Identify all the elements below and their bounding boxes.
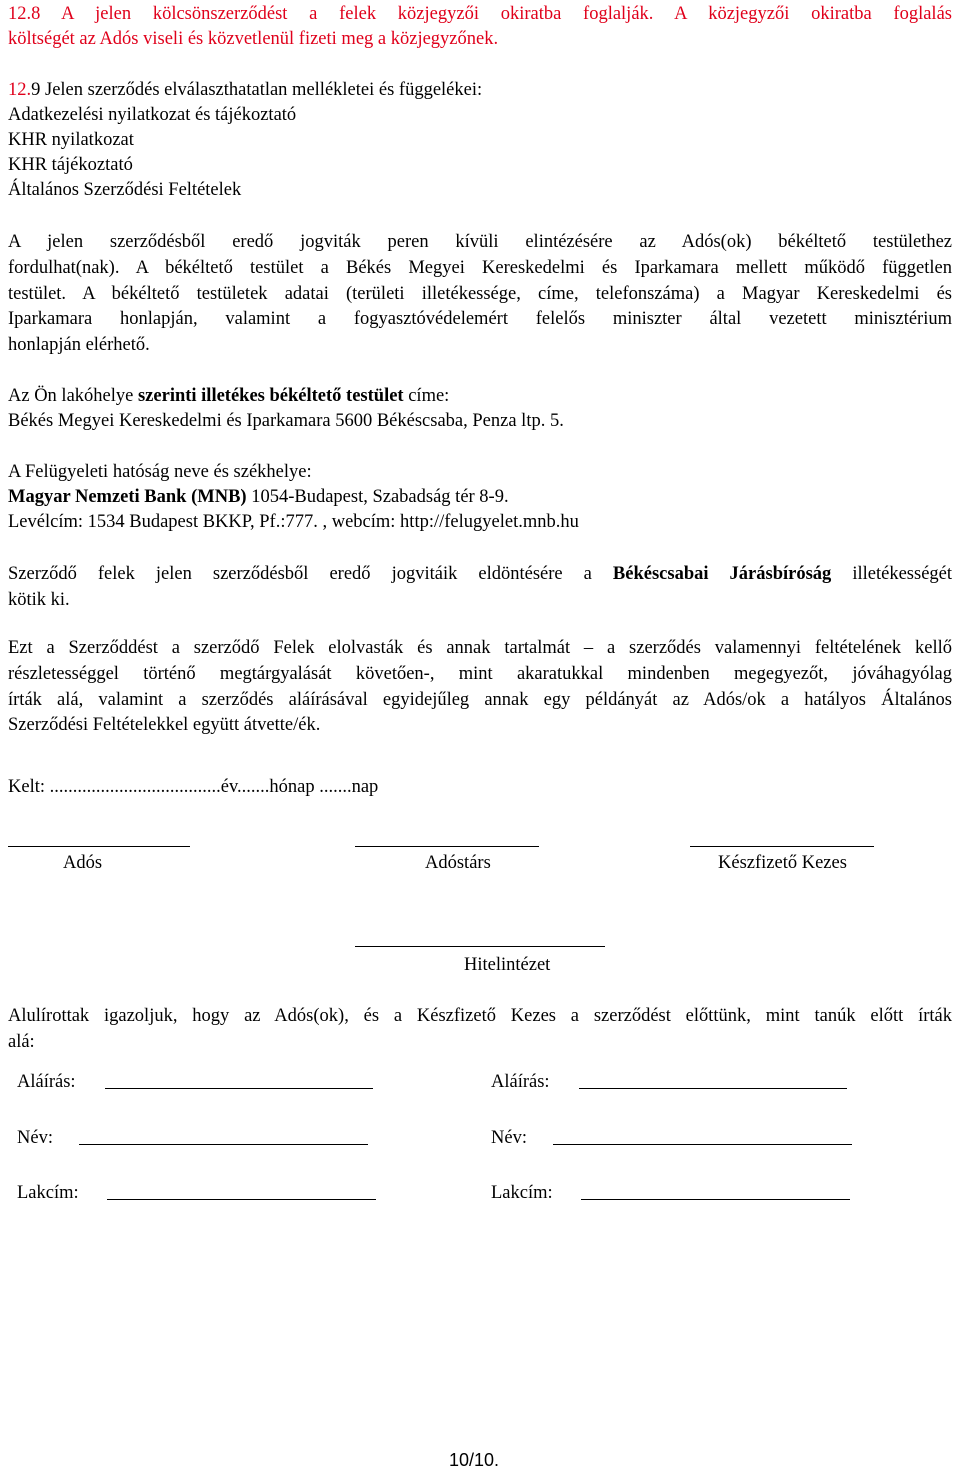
section-12-9-title: 9 Jelen szerződés elválaszthatatlan mellékletei és függelékei: [31,80,483,100]
co-debtor-label: Adóstárs [425,853,491,873]
dispute-paragraph-line: A jelen szerződésből eredő jogviták peren kívüli elintézésére az Adós(ok) békéltető testülethez [8,232,952,252]
jurisdiction-suffix: illetékességét [831,564,953,584]
dispute-paragraph-line: Iparkamara honlapján, valamint a fogyasztóvédelemért felelős miniszter által vezetett minisztérium [8,309,952,329]
witness1-address-line [107,1199,376,1200]
acceptance-line: írták alá, valamint a szerződés aláírásával egyidejűleg annak egy példányát az Adós/ok a hatályos Általános [8,690,952,710]
annex-item: Általános Szerződési Feltételek [8,180,242,200]
acceptance-line: Szerződési Feltételekkel együtt átvette/ék. [8,715,321,735]
lender-signature-line [355,946,605,947]
section-12-8-line1: 12.8 A jelen kölcsönszerződést a felek közjegyzői okiratba foglalják. A közjegyzői okiratba foglalás [8,4,952,24]
lender-label: Hitelintézet [464,955,551,975]
witness1-address-label: Lakcím: [17,1183,79,1203]
arbitration-address: Békés Megyei Kereskedelmi és Iparkamara 5600 Békéscsaba, Penza ltp. 5. [8,411,564,431]
supervisor-name: Magyar Nemzeti Bank (MNB) [8,487,247,507]
witness2-address-line [581,1199,850,1200]
page-number: 10/10. [449,1450,500,1470]
supervisor-heading: A Felügyeleti hatóság neve és székhelye: [8,462,312,482]
supervisor-address: 1054-Budapest, Szabadság tér 8-9. [246,487,509,507]
debtor-signature-line [8,846,190,847]
arbitration-bold: szerinti illetékes békéltető testület [137,386,404,406]
supervisor-mail: Levélcím: 1534 Budapest BKKP, Pf.:777. , webcím: http://felugyelet.mnb.hu [8,512,579,532]
witness2-address-label: Lakcím: [491,1183,553,1203]
section-12-9-heading [8,79,482,101]
witness2-name-label: Név: [491,1128,527,1148]
annex-item: Adatkezelési nyilatkozat és tájékoztató [8,105,297,125]
jurisdiction-prefix: Szerződő felek jelen szerződésből eredő jogvitáik eldöntésére a [8,564,613,584]
debtor-label: Adós [63,853,103,873]
witness-line2: alá: [8,1032,35,1052]
witness2-signature-label: Aláírás: [491,1072,550,1092]
acceptance-line: Ezt a Szerződdést a szerződő Felek elolvasták és annak tartalmát – a szerződés valamennyi feltételének kellő [8,638,952,658]
dated-line: Kelt: .....................................év.......hónap .......nap [8,777,379,797]
jurisdiction-line1 [8,563,952,585]
dispute-paragraph-line: honlapján elérhető. [8,335,150,355]
witness-line1: Alulírottak igazoljuk, hogy az Adós(ok), és a Készfizető Kezes a szerződést előttünk, mint tanúk előtt írták [8,1006,952,1026]
annex-item: KHR tájékoztató [8,155,133,175]
arbitration-suffix: címe: [403,386,450,406]
witness1-name-label: Név: [17,1128,53,1148]
arbitration-heading [8,385,449,407]
guarantor-label: Készfizető Kezes [718,853,847,873]
annex-item: KHR nyilatkozat [8,130,134,150]
witness1-signature-label: Aláírás: [17,1072,76,1092]
supervisor-name-line [8,486,509,508]
arbitration-prefix: Az Ön lakóhelye [8,386,138,406]
co-debtor-signature-line [355,846,539,847]
section-12-8-line2: költségét az Adós viseli és közvetlenül fizeti meg a közjegyzőnek. [8,29,499,49]
witness1-name-line [79,1144,368,1145]
witness2-name-line [553,1144,852,1145]
dispute-paragraph-line: testület. A békéltető testületek adatai (területi illetékessége, címe, telefonszáma) a Magyar Kereskedelmi és [8,284,952,304]
guarantor-signature-line [690,846,874,847]
acceptance-line: részletességgel történő megtárgyalását követően-, mint akaratukkal mindenben megegyezőt, jóváhagyólag [8,664,952,684]
jurisdiction-court: Békéscsabai Járásbíróság [612,564,832,584]
witness2-signature-line [579,1088,847,1089]
dispute-paragraph-line: fordulhat(nak). A békéltető testület a Békés Megyei Kereskedelmi és Iparkamara mellett működő független [8,258,952,278]
section-12-9-number: 12. [8,80,32,100]
witness1-signature-line [105,1088,373,1089]
jurisdiction-line2: kötik ki. [8,590,70,610]
